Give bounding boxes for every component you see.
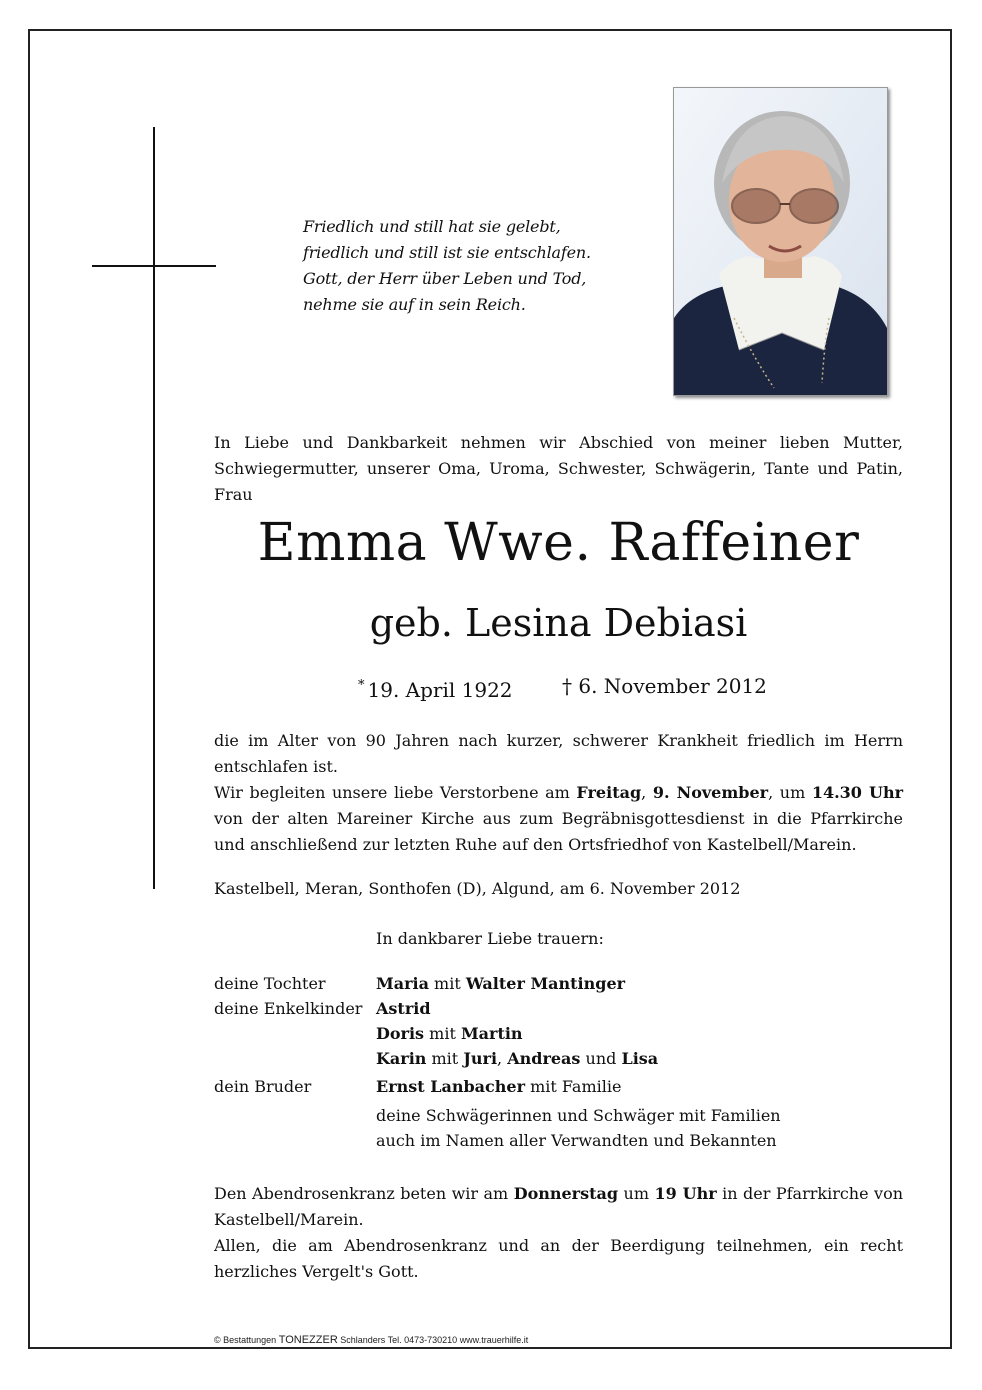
deceased-name: Emma Wwe. Raffeiner	[257, 513, 860, 573]
text-span: Den Abendrosenkranz beten wir am	[214, 1184, 514, 1203]
mourner-role-empty	[214, 1046, 376, 1071]
mourner-name: Juri	[463, 1049, 498, 1068]
footer-contact: Schlanders Tel. 0473-730210 www.trauerhilfe.it	[337, 1335, 529, 1345]
funeral-info	[214, 780, 903, 858]
place-and-date: Kastelbell, Meran, Sonthofen (D), Algund, am 6. November 2012	[214, 879, 741, 898]
intro-text: In Liebe und Dankbarkeit nehmen wir Abschied von meiner lieben Mutter, Schwiegermutter, unserer Oma, Uroma, Schwester, Schwägerin, Tante und Patin, Frau	[214, 433, 903, 504]
cross-horizontal-bar	[92, 265, 216, 267]
text-span: Wir begleiten unsere liebe Verstorbene am	[214, 783, 577, 802]
portrait-illustration	[674, 88, 887, 395]
poem	[303, 214, 591, 318]
rosary-info	[214, 1181, 903, 1233]
mourner-row	[214, 1074, 903, 1099]
thanks-text: Allen, die am Abendrosenkranz und an der Beerdigung teilnehmen, ein recht herzliches Vergelt's Gott.	[214, 1236, 903, 1281]
mourner-role: deine Enkelkinder	[214, 999, 363, 1018]
rosary-day: Donnerstag	[513, 1184, 619, 1203]
birth-name: geb. Lesina Debiasi	[369, 601, 748, 645]
cross-vertical-bar	[153, 127, 155, 889]
birth-date-text: 19. April 1922	[367, 678, 513, 702]
mourner-role: dein Bruder	[214, 1077, 312, 1096]
death-notice-text: die im Alter von 90 Jahren nach kurzer, schwerer Krankheit friedlich im Herrn entschlafen ist.	[214, 731, 903, 776]
text-span: mit	[428, 974, 466, 993]
mourner-row	[214, 971, 903, 996]
text-span: in der Pfarrkirche von Kastelbell/Marein.	[214, 1184, 904, 1229]
mourner-role-empty	[214, 1128, 376, 1153]
mourner-role-empty	[214, 1103, 376, 1128]
poem-line: friedlich und still ist sie entschlafen.	[303, 243, 591, 262]
funeral-day: Freitag	[576, 783, 642, 802]
text-span: mit Familie	[525, 1077, 622, 1096]
footer-brand: TONEZZER	[278, 1334, 338, 1346]
mourners-list	[214, 971, 903, 1153]
poem-line: Gott, der Herr über Leben und Tod,	[303, 269, 587, 288]
mourner-name: Andreas	[507, 1049, 581, 1068]
text-span: ,	[497, 1049, 508, 1068]
mourner-names	[376, 971, 625, 996]
mourner-row	[214, 996, 903, 1021]
mourner-names: deine Schwägerinnen und Schwäger mit Familien	[376, 1106, 781, 1125]
funeral-time: 14.30 Uhr	[811, 783, 904, 802]
birth-symbol: *	[358, 678, 365, 693]
mourner-name: Ernst Lanbacher	[376, 1077, 526, 1096]
poem-line: nehme sie auf in sein Reich.	[303, 295, 526, 314]
mourner-name: Astrid	[376, 999, 431, 1018]
mourner-names	[376, 996, 431, 1021]
mourner-row	[214, 1046, 903, 1071]
mourner-row	[214, 1021, 903, 1046]
mourner-names: auch im Namen aller Verwandten und Bekannten	[376, 1131, 777, 1150]
mourning-intro: In dankbarer Liebe trauern:	[376, 929, 604, 948]
poem-line: Friedlich und still hat sie gelebt,	[303, 217, 561, 236]
mourner-row	[214, 1103, 903, 1128]
funeral-date: 9. November	[652, 783, 769, 802]
text-span: um	[618, 1184, 655, 1203]
mourner-name: Doris	[376, 1024, 425, 1043]
mourner-name: Maria	[376, 974, 429, 993]
birth-date	[358, 673, 513, 703]
footer	[214, 1334, 528, 1346]
mourner-role-empty	[214, 1021, 376, 1046]
mourner-name: Walter Mantinger	[465, 974, 626, 993]
mourner-names	[376, 1074, 621, 1099]
text-span: von der alten Mareiner Kirche aus zum Begräbnisgottesdienst in die Pfarrkirche und anschließend zur letzten Ruhe auf den Ortsfriedhof von Kastelbell/Marein.	[214, 809, 903, 854]
mourner-names	[376, 1046, 658, 1071]
death-date: † 6. November 2012	[562, 674, 767, 698]
text-span: mit	[426, 1049, 464, 1068]
rosary-time: 19 Uhr	[654, 1184, 717, 1203]
mourner-row	[214, 1128, 903, 1153]
mourner-name: Karin	[376, 1049, 427, 1068]
text-span: mit	[424, 1024, 461, 1043]
mourner-name: Martin	[460, 1024, 523, 1043]
footer-copyright: © Bestattungen	[214, 1335, 279, 1345]
text-span: ,	[641, 783, 653, 802]
text-span: und	[580, 1049, 622, 1068]
text-span: , um	[768, 783, 812, 802]
mourner-names	[376, 1021, 523, 1046]
mourner-name: Lisa	[621, 1049, 659, 1068]
portrait-photo	[673, 87, 888, 396]
mourner-role: deine Tochter	[214, 974, 326, 993]
